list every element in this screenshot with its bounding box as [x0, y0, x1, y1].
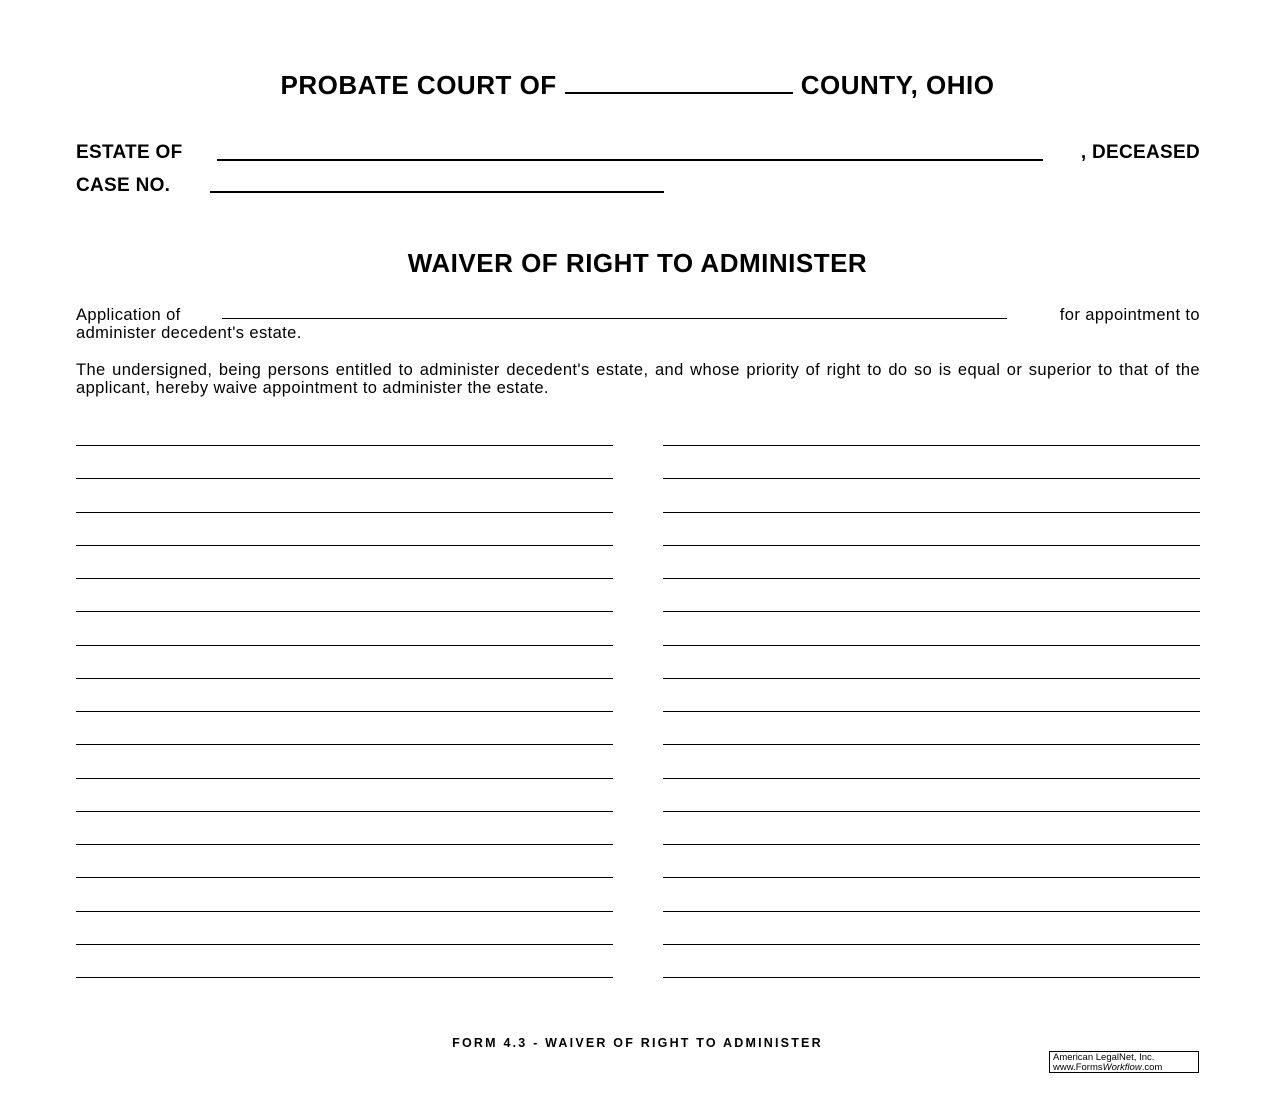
signature-line[interactable]	[76, 445, 613, 478]
signature-line[interactable]	[663, 944, 1200, 977]
signature-line[interactable]	[663, 744, 1200, 777]
court-suffix: COUNTY, OHIO	[800, 70, 995, 100]
waiver-paragraph: The undersigned, being persons entitled to administer decedent's estate, and whose priority of right to do so is equal or superior to that of the applicant, hereby waive appointment to administer the estate.	[76, 361, 1200, 397]
publisher-name: American LegalNet, Inc.	[1053, 1052, 1155, 1063]
court-title	[0, 68, 1275, 101]
signature-line[interactable]	[76, 877, 613, 910]
application-prefix: Application of	[76, 306, 181, 324]
publisher-url	[1053, 1063, 1195, 1073]
case-label: CASE NO.	[76, 175, 171, 196]
signature-line[interactable]	[663, 478, 1200, 511]
county-field[interactable]	[565, 68, 793, 94]
applicant-name-field[interactable]	[222, 318, 1007, 319]
signature-line[interactable]	[663, 844, 1200, 877]
signature-line[interactable]	[76, 678, 613, 711]
signature-line[interactable]	[76, 711, 613, 744]
signature-line[interactable]	[76, 844, 613, 877]
signature-line[interactable]	[76, 578, 613, 611]
signature-line[interactable]	[76, 512, 613, 545]
signature-line[interactable]	[76, 744, 613, 777]
publisher-badge	[1049, 1051, 1199, 1073]
signature-line[interactable]	[663, 877, 1200, 910]
signature-column-left	[76, 445, 613, 1010]
estate-row	[76, 142, 1200, 166]
application-suffix: for appointment to	[1059, 306, 1200, 324]
form-footer-label: FORM 4.3 - WAIVER OF RIGHT TO ADMINISTER	[452, 1036, 823, 1050]
signature-line[interactable]	[663, 711, 1200, 744]
signature-line[interactable]	[663, 778, 1200, 811]
deceased-label: , DECEASED	[1080, 142, 1200, 163]
court-prefix: PROBATE COURT OF	[280, 70, 557, 100]
signature-line[interactable]	[663, 512, 1200, 545]
signature-line[interactable]	[663, 911, 1200, 944]
signature-line[interactable]	[76, 611, 613, 644]
signature-line[interactable]	[76, 944, 613, 977]
signature-line[interactable]	[76, 911, 613, 944]
signature-line[interactable]	[76, 645, 613, 678]
publisher-url-prefix: www.Forms	[1053, 1062, 1103, 1073]
signature-line[interactable]	[76, 778, 613, 811]
signature-line[interactable]	[76, 977, 613, 1010]
application-line-2: administer decedent's estate.	[76, 324, 302, 342]
signature-line[interactable]	[663, 445, 1200, 478]
publisher-url-italic: Workflow	[1102, 1062, 1142, 1073]
signature-line[interactable]	[663, 611, 1200, 644]
form-title: WAIVER OF RIGHT TO ADMINISTER	[407, 248, 868, 278]
signature-line[interactable]	[663, 645, 1200, 678]
signature-line[interactable]	[76, 545, 613, 578]
estate-label: ESTATE OF	[76, 142, 183, 163]
signature-line[interactable]	[76, 478, 613, 511]
signature-line[interactable]	[663, 578, 1200, 611]
case-number-field[interactable]	[210, 191, 664, 193]
signature-line[interactable]	[663, 977, 1200, 1010]
signature-line[interactable]	[663, 678, 1200, 711]
signature-line[interactable]	[76, 811, 613, 844]
publisher-url-suffix: .com	[1141, 1062, 1163, 1073]
signature-column-right	[663, 445, 1200, 1010]
estate-name-field[interactable]	[217, 159, 1043, 161]
case-row	[76, 175, 170, 199]
signature-line[interactable]	[663, 545, 1200, 578]
application-statement	[76, 306, 1200, 342]
signature-line[interactable]	[663, 811, 1200, 844]
